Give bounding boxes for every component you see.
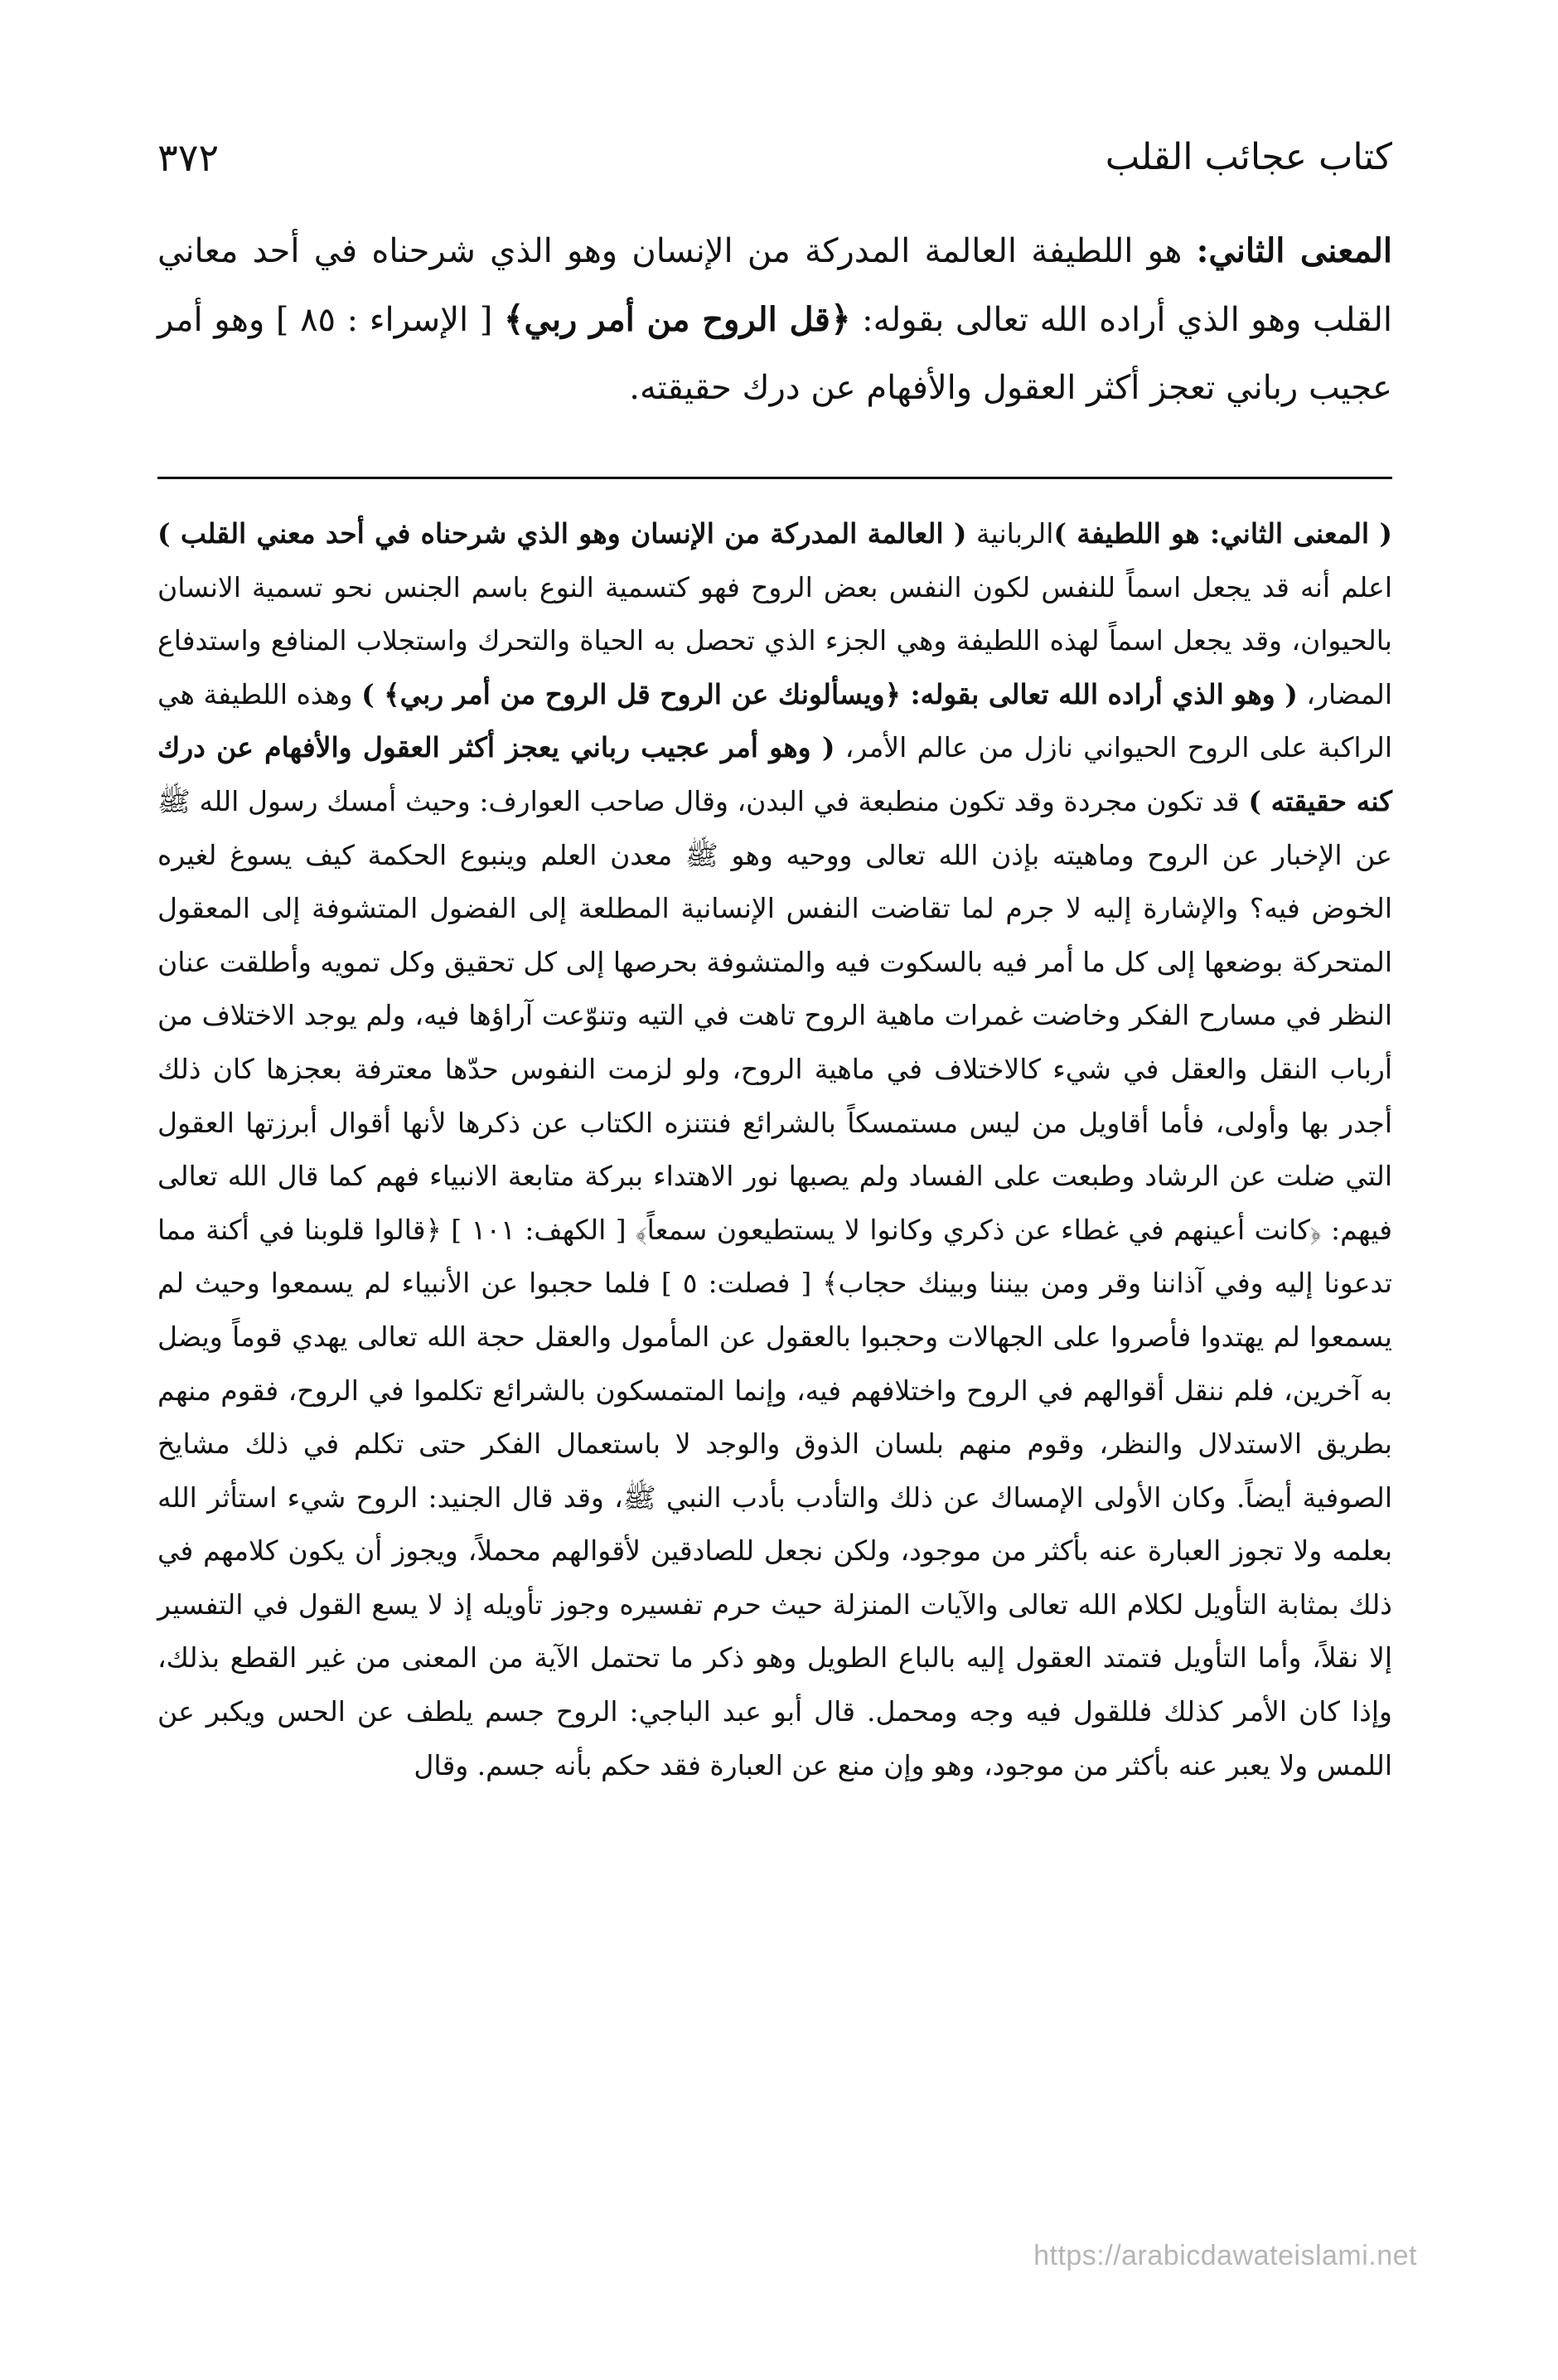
main-text-block bbox=[157, 217, 1392, 422]
main-heading: المعنى الثاني: bbox=[1196, 231, 1392, 270]
ornate-bracket-close-icon: ﴾ bbox=[503, 298, 525, 339]
commentary-quote-1: ( المعنى الثاني: هو اللطيفة ) bbox=[1053, 517, 1392, 550]
commentary-quote-4: ( وهو أمر عجيب رباني يعجز أكثر العقول والأفهام عن درك كنه حقيقته ) bbox=[157, 731, 1392, 817]
main-text-part1: هو اللطيفة العالمة المدركة من الإنسان وهو الذي شرحناه في أحد معاني القلب وهو الذي أراده الله تعالى بقوله: bbox=[157, 232, 1393, 339]
commentary-text-3: وهذه اللطيفة هي الراكبة على الروح الحيواني نازل من عالم الأمر، bbox=[157, 677, 1393, 764]
commentary-text-4: قد تكون مجردة وقد تكون منطبعة في البدن، وقال صاحب العوارف: وحيث أمسك رسول الله ﷺ عن الإخبار عن الروح وماهيته بإذن الله تعالى ووحيه وهو ﷺ معدن العلم وينبوع الحكمة كيف يسوغ لغيره الخوض فيه؟ والإشارة إليه لا جرم لما تقاضت النفس الإنسانية المطلعة إلى الفضول المتشوفة إلى المعقول المتحركة بوضعها إلى كل ما أمر فيه بالسكوت فيه والمتشوفة بحرصها إلى كل تحقيق وكل تمويه وأطلقت عنان النظر في مسارح الفكر وخاضت غمرات ماهية الروح تاهت في التيه وتنوّعت آراؤها فيه، ولم يوجد الاختلاف من أرباب النقل والعقل في شيء كالاختلاف في ماهية الروح، ولو لزمت النفوس حدّها معترفة بعجزها كان ذلك أجدر بها وأولى، فأما أقاويل من ليس مستمسكاً بالشرائع فنتنزه الكتاب عن ذكرها لأنها أقوال أبرزتها العقول التي ضلت عن الرشاد وطبعت على الفساد ولم يصبها نور الاهتداء ببركة متابعة الانبياء فهم كما قال الله تعالى فيهم: ﴿كانت أعينهم في غطاء عن ذكري وكانوا لا يستطيعون سمعاً﴾ [ الكهف: ١٠١ ] ﴿قالوا قلوبنا في أكنة مما تدعونا إليه وفي آذاننا وقر ومن بيننا وبينك حجاب﴾ [ فصلت: ٥ ] فلما حجبوا عن الأنبياء لم يسمعوا وحيث لم يسمعوا لم يهتدوا فأصروا على الجهالات وحجبوا بالعقول عن المأمول والعقل حجة الله تعالى يهدي قوماً ويضل به آخرين، فلم ننقل أقوالهم في الروح واختلافهم فيه، وإنما المتمسكون بالشرائع تكلموا في الروح، فقوم منهم بطريق الاستدلال والنظر، وقوم منهم بلسان الذوق والوجد لا باستعمال الفكر حتى تكلم في ذلك مشايخ الصوفية أيضاً. وكان الأولى الإمساك عن ذلك والتأدب بأدب النبي ﷺ، وقد قال الجنيد: الروح شيء استأثر الله بعلمه ولا تجوز العبارة عنه بأكثر من موجود، ولكن نجعل للصادقين لأقوالهم محملاً، ويجوز أن يكون كلامهم في ذلك بمثابة التأويل لكلام الله تعالى والآيات المنزلة حيث حرم تفسيره وجوز تأويله إذ لا يسع القول في التفسير إلا نقلاً، وأما التأويل فتمتد العقول إليه بالباع الطويل وهو ذكر ما تحتمل الآية من المعنى من غير القطع بذلك، وإذا كان الأمر كذلك فللقول فيه وجه ومحمل. قال أبو عبد الباجي: الروح جسم يلطف عن الحس ويكبر عن اللمس ولا يعبر عنه بأكثر من موجود، وهو وإن منع عن العبارة فقد حكم بأنه جسم. وقال bbox=[157, 784, 1392, 1781]
commentary-text-2: اعلم أنه قد يجعل اسماً للنفس لكون النفس بعض الروح فهو كتسمية النوع باسم الجنس نحو تسمية الانسان بالحيوان، وقد يجعل اسماً لهذه اللطيفة وهي الجزء الذي تحصل به الحياة والتحرك واستجلاب المنافع واستدفاع المضار، bbox=[157, 570, 1392, 710]
ornate-bracket-open-icon: ﴿ bbox=[830, 298, 851, 339]
page-header bbox=[157, 124, 1392, 191]
commentary-quote-3: ( وهو الذي أراده الله تعالى بقوله: ﴿ويسألونك عن الروح قل الروح من أمر ربي﴾ ) bbox=[361, 677, 1298, 710]
main-paragraph bbox=[157, 217, 1392, 422]
watermark-url: https://arabicdawateislami.net bbox=[1033, 2240, 1417, 2271]
commentary-text-1: الربانية bbox=[966, 517, 1054, 550]
section-divider bbox=[157, 477, 1392, 479]
running-title: كتاب عجائب القلب bbox=[1105, 136, 1392, 178]
page-number: ٣٧٢ bbox=[157, 135, 220, 180]
commentary-quote-2: ( العالمة المدركة من الإنسان وهو الذي شرحناه في أحد معني القلب ) bbox=[157, 517, 967, 550]
main-text-part2: [ الإسراء : ٨٥ ] وهو أمر عجيب رباني تعجز أكثر العقول والأفهام عن درك حقيقته. bbox=[157, 301, 1392, 407]
commentary-paragraph bbox=[157, 507, 1392, 1792]
quran-verse: قل الروح من أمر ربي bbox=[524, 300, 830, 339]
commentary-block bbox=[157, 507, 1392, 1792]
